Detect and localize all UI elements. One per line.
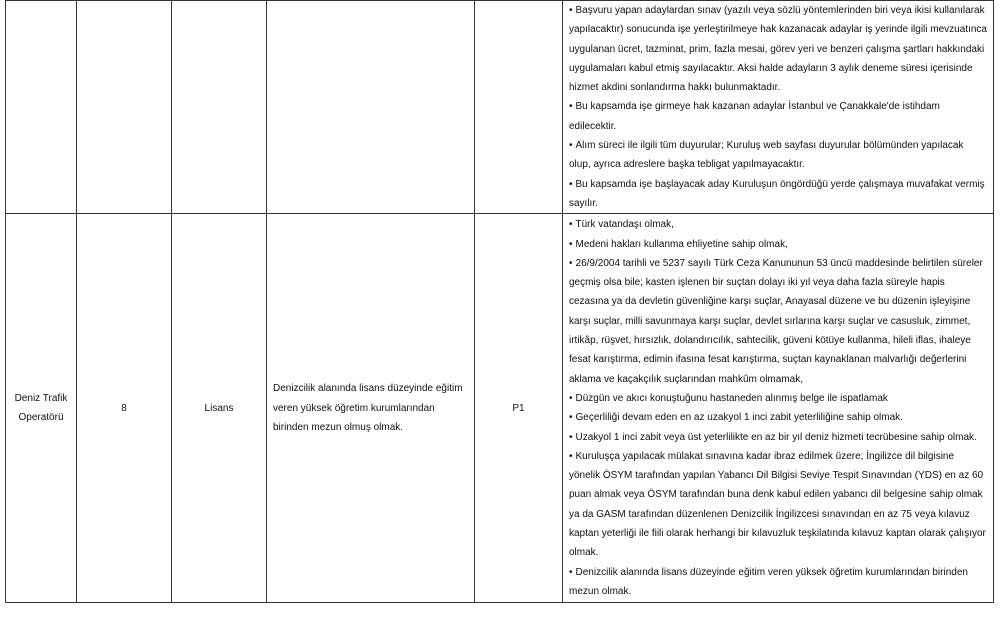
position-cell: [6, 1, 77, 214]
bullet-icon: •: [569, 257, 573, 269]
requirement-item: [569, 408, 987, 427]
requirements-cell: [563, 1, 994, 214]
requirement-item: [569, 215, 987, 234]
bullet-icon: •: [569, 392, 573, 404]
bullet-icon: •: [569, 101, 573, 113]
requirement-item: [569, 1, 987, 97]
bullet-icon: •: [569, 450, 573, 462]
bullet-icon: •: [569, 140, 573, 152]
requirement-text: Alım süreci ile ilgili tüm duyurular; Kuruluş web sayfası duyurular bölümünden yapılacak olup, ayrıca adreslere başka tebligat yapılmayacaktır.: [569, 140, 964, 171]
table-row: [6, 1, 994, 214]
requirement-text: Medeni hakları kullanma ehliyetine sahip olmak,: [575, 238, 788, 250]
bullet-icon: •: [569, 5, 573, 16]
requirement-text: Türk vatandaşı olmak,: [575, 219, 674, 231]
bullet-icon: •: [569, 412, 573, 424]
requirement-item: [569, 428, 987, 447]
education-cell: [172, 1, 267, 214]
count-cell: 8: [77, 214, 172, 603]
requirement-text: Uzakyol 1 inci zabit veya üst yeterlilikte en az bir yıl deniz hizmeti tecrübesine sahip olmak.: [575, 431, 977, 443]
requirement-item: [569, 136, 987, 175]
requirement-item: [569, 563, 987, 602]
field-cell: [267, 1, 475, 214]
requirement-item: [569, 235, 987, 254]
requirement-text: Bu kapsamda işe girmeye hak kazanan adaylar İstanbul ve Çanakkale'de istihdam edilecektir.: [569, 101, 940, 132]
bullet-icon: •: [569, 431, 573, 443]
score-type-cell: [475, 1, 563, 214]
requirement-item: [569, 389, 987, 408]
requirements-cell: [563, 214, 994, 603]
bullet-icon: •: [569, 178, 573, 190]
position-cell: Deniz Trafik Operatörü: [6, 214, 77, 603]
score-type-cell: P1: [475, 214, 563, 603]
count-cell: [77, 1, 172, 214]
requirement-item: [569, 97, 987, 136]
bullet-icon: •: [569, 219, 573, 231]
requirement-text: Kuruluşça yapılacak mülakat sınavına kadar ibraz edilmek üzere; İngilizce dil bilgisine yönelik ÖSYM tarafından yapılan Yabancı Dil Bilgisi Seviye Tespit Sınavından (YDS) en az 60 puan almak veya ÖSYM tarafından buna denk kabul edilen yabancı dil belgesine sahip olmak ya da GASM tarafından düzenlenen Denizcilik İngilizcesi sınavından en az 75 veya kılavuz kaptan yeterliği ile fiili olarak herhangi bir kılavuzluk teşkilatında kılavuz kaptan olarak çalışıyor olmak.: [569, 450, 986, 559]
requirement-text: Başvuru yapan adaylardan sınav (yazılı veya sözlü yöntemlerinden biri veya ikisi kullanılarak yapılacaktır) sonucunda işe yerleştirilmeye hak kazanacak adaylar iş yerinde ilgili mevzuatınca uygulanan ücret, tazminat, prim, fazla mesai, görev yeri ve benzeri çalışma şartları hakkındaki uygulamaları kabul etmiş sayılacaktır. Aksi halde adayların 3 aylık deneme süresi içerisinde hizmet akdini sonlandırma hakkı bulunmaktadır.: [569, 5, 987, 94]
requirement-text: Bu kapsamda işe başlayacak aday Kuruluşun öngördüğü yerde çalışmaya muvafakat vermiş sayılır.: [569, 178, 985, 209]
field-cell: Denizcilik alanında lisans düzeyinde eğitim veren yüksek öğretim kurumlarından birinden mezun olmuş olmak.: [267, 214, 475, 603]
bullet-icon: •: [569, 566, 573, 578]
requirements-list: [569, 215, 987, 601]
requirement-text: Düzgün ve akıcı konuştuğunu hastaneden alınmış belge ile ispatlamak: [575, 392, 888, 404]
requirement-text: 26/9/2004 tarihli ve 5237 sayılı Türk Ceza Kanununun 53 üncü maddesinde belirtilen süreler geçmiş olsa bile; kasten işlenen bir suçtan dolayı iki yıl veya daha fazla süreyle hapis cezasına ya da devletin güvenliğine karşı suçlar, Anayasal düzene ve bu düzenin işleyişine karşı suçlar, milli savunmaya karşı suçlar, devlet sırlarına karşı suçlar ve casusluk, zimmet, irtikâp, rüşvet, hırsızlık, dolandırıcılık, sahtecilik, güveni kötüye kullanma, hileli iflas, ihaleye fesat karıştırma, edimin ifasına fesat karıştırma, suçtan kaynaklanan malvarlığı değerlerini aklama ve kaçakçılık suçlarından mahkûm olmamak,: [569, 257, 983, 385]
requirement-text: Denizcilik alanında lisans düzeyinde eğitim veren yüksek öğretim kurumlarından birinden mezun olmak.: [569, 566, 968, 597]
education-cell: Lisans: [172, 214, 267, 603]
requirement-item: [569, 254, 987, 389]
job-requirements-table: [5, 0, 994, 603]
requirement-item: [569, 175, 987, 214]
table-row: [6, 214, 994, 603]
bullet-icon: •: [569, 238, 573, 250]
requirement-item: [569, 447, 987, 563]
requirement-text: Geçerliliği devam eden en az uzakyol 1 inci zabit yeterliliğine sahip olmak.: [575, 412, 903, 424]
requirements-list: [569, 1, 987, 213]
